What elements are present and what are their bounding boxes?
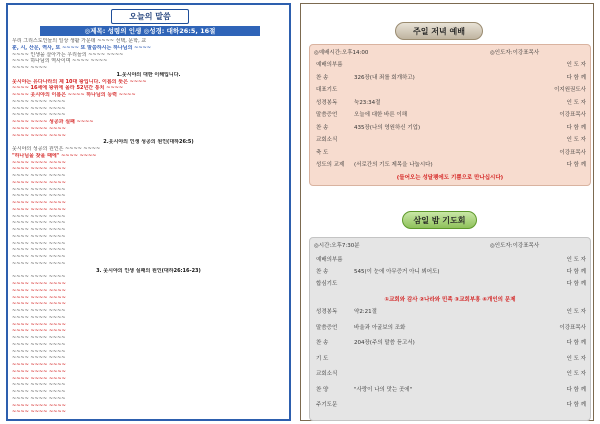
order-leader: 다 함 께	[566, 162, 586, 168]
order-item: 말씀증언	[316, 112, 338, 118]
sermon-line: ~~~~ ~~~~ ~~~~	[12, 206, 66, 213]
sermon-line: 2.웃시야의 인생 성공의 원인(대하26:5)	[103, 139, 194, 146]
sermon-line: ~~~~ ~~~~ ~~~~	[12, 105, 66, 112]
sermon-line: ~~~~ ~~~~ ~~~~	[12, 348, 66, 355]
order-leader: 다 함 께	[566, 402, 586, 408]
sermon-line: ~~~~ ~~~~ ~~~~	[12, 274, 66, 281]
sermon-line: ~~~~ 16세에 왕위에 올라 52년간 통치 ~~~~	[12, 85, 124, 92]
sermon-line: ~~~~ ~~~~ ~~~~	[12, 368, 66, 375]
order-leader: 다 함 께	[566, 74, 586, 81]
sermon-line: ~~~~ ~~~~ ~~~~	[12, 125, 66, 132]
service-time: ◎예배시간:오후14:00	[314, 50, 369, 56]
sermon-line: ~~~~ 인생을 살아가는 우리들의 ~~~~ ~~~~	[12, 51, 124, 58]
sermon-line: ~~~~ ~~~~ ~~~~	[12, 227, 66, 233]
order-leader: 이강표목사	[559, 149, 586, 156]
order-item: 합심기도	[316, 281, 338, 287]
order-leader: 다 함 께	[566, 340, 586, 346]
order-item: 축 도	[316, 149, 329, 156]
sermon-line: ~~~~ ~~~~ ~~~~	[12, 335, 66, 341]
order-item: 성도의 교제	[316, 162, 345, 168]
sermon-line: ~~~~ ~~~~ ~~~~	[12, 220, 66, 227]
sermon-line: ~~~~ ~~~~ ~~~~	[12, 193, 66, 200]
sermon-line: ~~~~ ~~~~ ~~~~	[12, 362, 66, 368]
order-item: 예배의부름	[316, 257, 343, 263]
order-leader: 다 함 께	[566, 386, 586, 393]
order-detail: 326장(내 죄를 회개하고)	[354, 74, 415, 81]
order-leader: 인 도 자	[566, 62, 586, 68]
order-leader: 이강표목사	[559, 112, 586, 118]
order-row	[316, 268, 586, 277]
sermon-line: 1.웃시야의 대한 이해입니다.	[116, 71, 181, 78]
order-row	[316, 386, 586, 395]
sermon-line: 3. 웃시야의 인생 실패의 원인(대하26:16-23)	[96, 267, 201, 274]
order-row	[316, 136, 586, 145]
order-row	[316, 149, 586, 158]
sermon-line: ~~~~ ~~~~ ~~~~	[12, 321, 66, 328]
sermon-body	[12, 38, 285, 416]
order-detail: "사랑이 나의 맛는 곳에"	[354, 386, 413, 393]
sermon-heading-bar: ◎제목: 성령의 인생 ◎성경: 대하26:5, 16절	[40, 26, 260, 36]
sermon-line: ~~~~ ~~~~ ~~~~	[12, 159, 66, 166]
sermon-line: ~~~~ ~~~~ ~~~~	[12, 281, 66, 287]
sermon-line: ~~~~ ~~~~ ~~~~	[12, 98, 66, 105]
order-detail: 약2:21절	[354, 309, 377, 315]
order-row	[316, 355, 586, 364]
order-leader: 이지원권도사	[554, 87, 586, 93]
order-row	[316, 86, 586, 95]
order-item: 성경봉독	[316, 309, 338, 315]
order-item: 찬 송	[316, 74, 329, 81]
order-leader: 다 함 께	[566, 281, 586, 287]
order-row	[316, 74, 586, 83]
order-item: 말씀증언	[316, 324, 338, 331]
prayer-topics: ①교회와 감사 ②나라와 민족 ③교회부흥 ④개인의 문제	[384, 297, 516, 303]
sermon-line: ~~~~ ~~~~ ~~~~	[12, 389, 66, 395]
order-row	[316, 256, 586, 265]
prayer-meeting-box	[309, 237, 591, 421]
sermon-line: ~~~~ ~~~~ ~~~~	[12, 213, 66, 220]
order-detail: 545(이 눈에 아무증거 아니 뵈어도)	[354, 269, 440, 275]
sermon-line: ~~~~ ~~~~ ~~~~	[12, 355, 66, 362]
order-detail: 바울과 아굴보의 조화	[354, 324, 406, 331]
order-item: 찬 송	[316, 269, 329, 275]
service-notice: (들어오는 성달팽에도 기쁨으로 만나십시다)	[396, 175, 504, 181]
order-detail: 눅23:34절	[354, 99, 381, 106]
order-item: 찬 송	[316, 124, 329, 131]
prayer-leader: ◎인도자:이강표목사	[490, 243, 540, 249]
sermon-line: ~~~~ ~~~~ ~~~~	[12, 132, 66, 139]
order-row	[316, 161, 586, 170]
order-leader: 다 함 께	[566, 124, 586, 131]
order-row	[316, 280, 586, 289]
order-leader: 인 도 자	[566, 257, 586, 263]
evening-service-title: 주일 저녁 예배	[395, 22, 483, 40]
sermon-line: ~~~~ ~~~~ ~~~~	[12, 341, 66, 348]
prayer-time: ◎시간:오후7:30분	[314, 243, 360, 249]
sermon-line: ~~~~ 웃시야의 이름은 ~~~~ 하나님의 능력 ~~~~	[12, 92, 136, 98]
sermon-line: ~~~~ ~~~~ ~~~~	[12, 287, 66, 294]
order-item: 찬 양	[316, 386, 329, 393]
sermon-line: ~~~~ ~~~~ ~~~~	[12, 308, 66, 314]
order-leader: 다 함 께	[566, 269, 586, 275]
sermon-line: ~~~~ ~~~~ ~~~~	[12, 328, 66, 335]
evening-service-box	[309, 44, 591, 186]
sermon-page	[6, 3, 291, 421]
sermon-line: ~~~~ ~~~~ ~~~~	[12, 233, 66, 240]
order-leader: 인 도 자	[566, 99, 586, 106]
sermon-line: ~~~~ ~~~~ ~~~~	[12, 375, 66, 382]
sermon-line: ~~~~ ~~~~	[12, 65, 48, 71]
order-item: 교회소식	[316, 371, 338, 377]
sermon-line: ~~~~ ~~~~ ~~~~	[12, 200, 66, 206]
order-row	[316, 324, 586, 333]
order-item: 주기도문	[316, 402, 338, 408]
sermon-line: ~~~~ ~~~~ ~~~~	[12, 112, 66, 119]
order-row	[316, 308, 586, 317]
order-detail: 오늘에 대한 바른 이해	[354, 112, 408, 118]
sermon-line: ~~~~ ~~~~ ~~~~	[12, 382, 66, 389]
order-detail: 204장(주의 말씀 듣고서)	[354, 340, 415, 346]
sermon-line: 웃시야의 성공의 원인은 ~~~~ ~~~~	[12, 146, 101, 152]
order-item: 기 도	[316, 355, 329, 362]
sermon-line: ~~~~ ~~~~ ~~~~	[12, 260, 66, 267]
order-detail: 435장(나의 영원하신 기업)	[354, 124, 421, 131]
prayer-meeting-title: 삼일 밤 기도회	[402, 211, 477, 229]
sermon-line: ~~~~ ~~~~ ~~~~	[12, 402, 66, 409]
sermon-line: ~~~~ 하나님의 역사이며 ~~~~ ~~~~	[12, 58, 108, 65]
order-row	[316, 124, 586, 133]
order-row	[316, 61, 586, 70]
order-leader: 인 도 자	[566, 355, 586, 362]
order-item: 교회소식	[316, 137, 338, 143]
order-row	[316, 339, 586, 348]
bulletin-page	[300, 3, 594, 421]
sermon-line: ~~~~ ~~~~ ~~~~	[12, 314, 66, 321]
sermon-line: ~~~~ ~~~~ ~~~~	[12, 240, 66, 247]
sermon-line: ~~~~ ~~~~ ~~~~	[12, 301, 66, 308]
order-row	[316, 111, 586, 120]
sermon-line: ~~~~ ~~~~ 성공과 실패 ~~~~	[12, 119, 94, 125]
order-item: 성경봉독	[316, 99, 338, 106]
sermon-line: ~~~~ ~~~~ ~~~~	[12, 179, 66, 186]
order-leader: 인 도 자	[566, 137, 586, 143]
order-detail: (서로간의 기도 제목을 나눕시다)	[354, 162, 433, 168]
order-leader: 이강표목사	[559, 324, 586, 331]
sermon-line: ~~~~ ~~~~ ~~~~	[12, 254, 66, 260]
order-item: 대표기도	[316, 87, 338, 93]
sermon-page-title: 오늘의 말씀	[111, 9, 189, 24]
sermon-line: ~~~~ ~~~~ ~~~~	[12, 294, 66, 301]
order-leader: 인 도 자	[566, 371, 586, 377]
order-item: 찬 송	[316, 340, 329, 346]
sermon-line: 훈, 시, 산문, 역사, 또 ~~~~ 또 말씀하시는 하나님의 ~~~~	[12, 44, 151, 51]
sermon-line: ~~~~ ~~~~ ~~~~	[12, 186, 66, 193]
order-item: 예배의부름	[316, 62, 343, 68]
order-row	[316, 401, 586, 410]
sermon-line: ~~~~ ~~~~ ~~~~	[12, 173, 66, 179]
order-leader: 인 도 자	[566, 309, 586, 315]
sermon-line: 웃시야는 유다나라의 제 10대 왕입니다. 이름의 뜻은 ~~~~	[12, 78, 147, 85]
order-row	[316, 370, 586, 379]
sermon-line: ~~~~ ~~~~ ~~~~	[12, 166, 66, 173]
sermon-line: ~~~~ ~~~~ ~~~~	[12, 395, 66, 402]
sermon-line: 우리 그리스도인들의 일상 생활 가운데 ~~~~ 선택, 문학, 교	[12, 38, 147, 44]
sermon-line: "하나님을 찾을 때에" ~~~~ ~~~~	[12, 152, 97, 159]
sermon-line: ~~~~ ~~~~ ~~~~	[12, 247, 66, 254]
service-leader: ◎인도자:이강표목사	[490, 50, 540, 56]
sermon-line: ~~~~ ~~~~ ~~~~	[12, 409, 66, 416]
order-row	[316, 99, 586, 108]
